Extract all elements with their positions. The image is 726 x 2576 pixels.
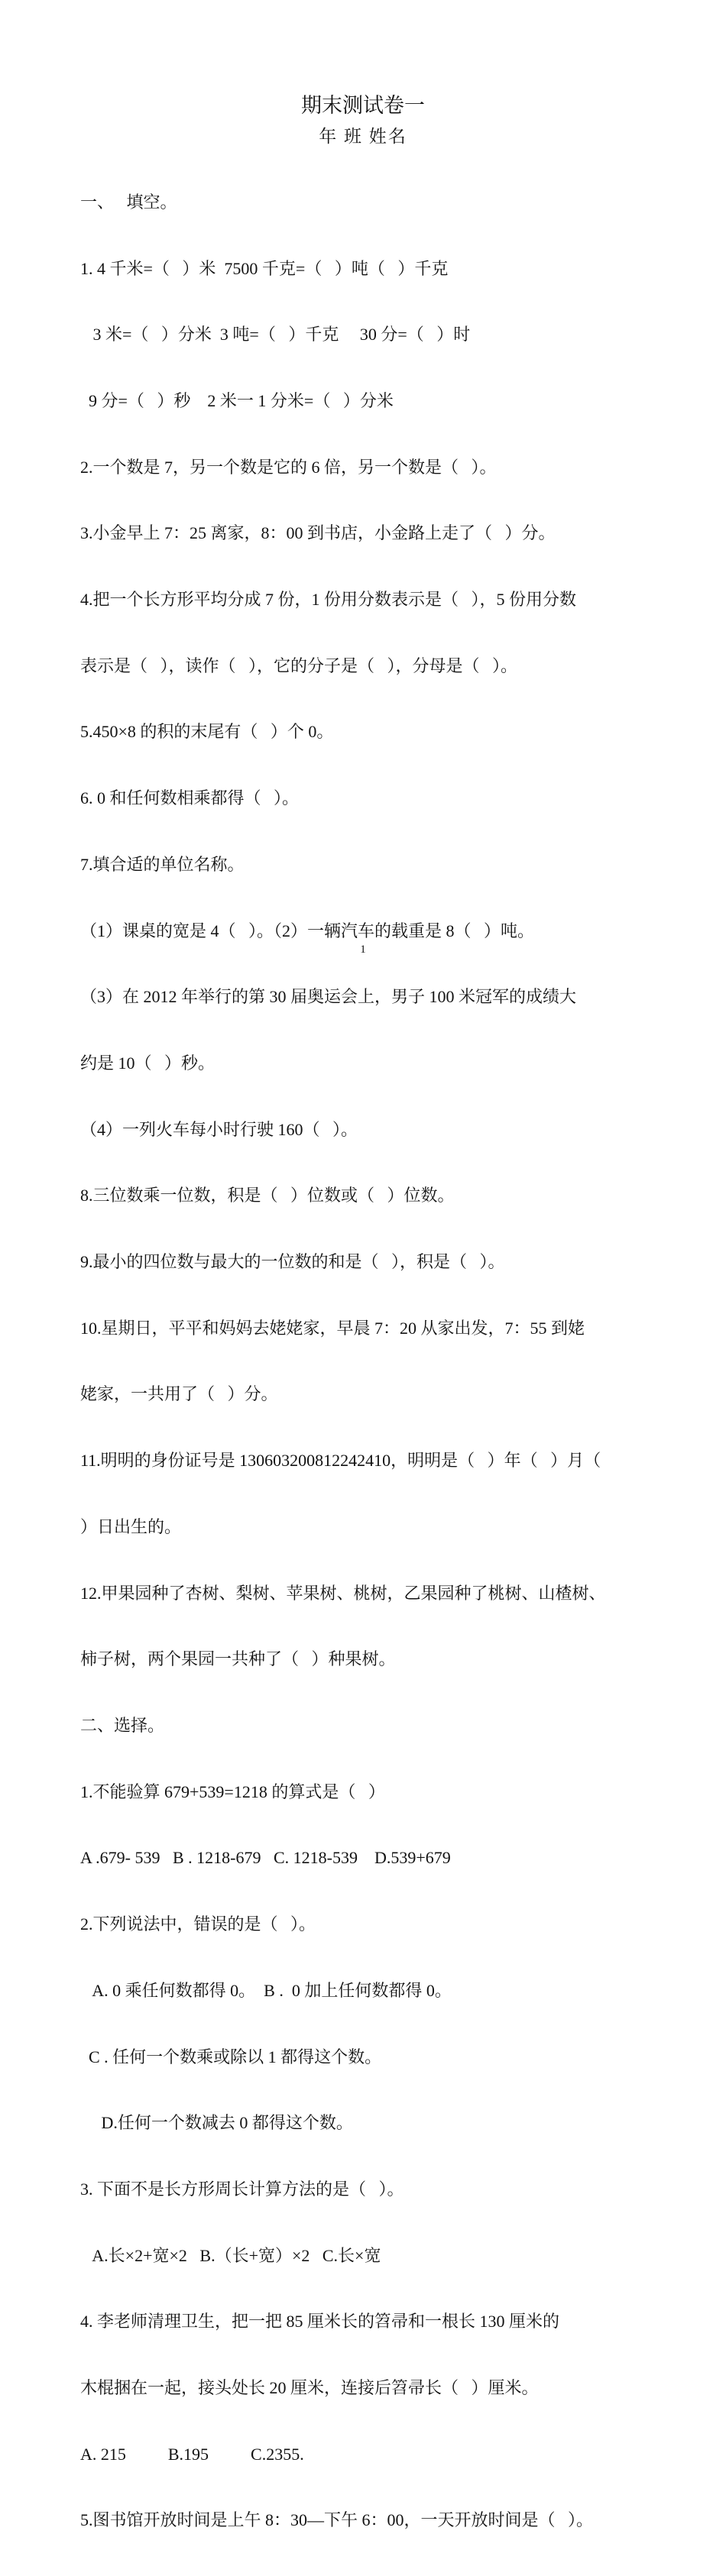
question-line: 3. 下面不是长方形周长计算方法的是（ ）。 <box>80 2179 404 2199</box>
section-heading-fill-blank: 一、 填空。 <box>80 192 177 212</box>
question-line: 8.三位数乘一位数，积是（ ）位数或（ ）位数。 <box>80 1186 455 1205</box>
question-line: 3 米=（ ）分米 3 吨=（ ）千克 30 分=（ ）时 <box>80 325 471 345</box>
question-line: 5.图书馆开放时间是上午 8：30—下午 6：00，一天开放时间是（ ）。 <box>80 2510 594 2530</box>
question-line: 4. 李老师清理卫生，把一把 85 厘米长的笤帚和一根长 130 厘米的 <box>80 2312 560 2332</box>
question-line: 7.填合适的单位名称。 <box>80 854 245 874</box>
answer-options: A. 0 乘任何数都得 0。 B . 0 加上任何数都得 0。 <box>80 1980 452 2000</box>
question-line: 1. 4 千米=（ ）米 7500 千克=（ ）吨（ ）千克 <box>80 258 449 278</box>
page-number: 1 <box>360 943 366 956</box>
question-line: 表示是（ ），读作（ ），它的分子是（ ），分母是（ ）。 <box>80 655 518 675</box>
section-heading-choice: 二、选择。 <box>80 1715 165 1735</box>
question-line: 柿子树，两个果园一共种了（ ）种果树。 <box>80 1649 396 1669</box>
question-line: 姥家，一共用了（ ）分。 <box>80 1384 278 1404</box>
question-line: 10.星期日，平平和妈妈去姥姥家，早晨 7：20 从家出发，7：55 到姥 <box>80 1318 585 1338</box>
answer-options: A. 215 B.195 C.2355. <box>80 2444 304 2464</box>
question-line: （3）在 2012 年举行的第 30 届奥运会上，男子 100 米冠军的成绩大 <box>80 987 577 1007</box>
question-line: （4）一列火车每小时行驶 160（ ）。 <box>80 1119 358 1139</box>
answer-options: D.任何一个数减去 0 都得这个数。 <box>80 2113 353 2133</box>
question-line: ）日出生的。 <box>80 1516 182 1536</box>
question-line: 1.不能验算 679+539=1218 的算式是（ ） <box>80 1782 385 1801</box>
question-line: 12.甲果园种了杏树、梨树、苹果树、桃树，乙果园种了桃树、山楂树、 <box>80 1583 606 1603</box>
class-name-line: 年 班 姓名 <box>319 127 407 146</box>
question-line: 5.450×8 的积的末尾有（ ）个 0。 <box>80 722 334 742</box>
answer-options: A .679- 539 B . 1218-679 C. 1218-539 D.539+679 <box>80 1848 451 1868</box>
question-line: 4.把一个长方形平均分成 7 份，1 份用分数表示是（ ），5 份用分数 <box>80 590 577 610</box>
question-line: 3.小金早上 7：25 离家，8：00 到书店，小金路上走了（ ）分。 <box>80 523 556 543</box>
question-line: 2.下列说法中，错误的是（ ）。 <box>80 1914 316 1934</box>
question-line: 9 分=（ ）秒 2 米一 1 分米=（ ）分米 <box>80 390 394 410</box>
page-title: 期末测试卷一 <box>301 94 425 117</box>
question-line: 约是 10（ ）秒。 <box>80 1053 216 1073</box>
answer-options: A.长×2+宽×2 B.（长+宽）×2 C.长×宽 <box>80 2245 381 2265</box>
question-line: 2.一个数是 7，另一个数是它的 6 倍，另一个数是（ ）。 <box>80 457 497 477</box>
answer-options: C . 任何一个数乘或除以 1 都得这个数。 <box>80 2047 382 2066</box>
exam-body <box>80 147 661 2576</box>
question-line: 6. 0 和任何数相乘都得（ ）。 <box>80 788 300 808</box>
question-line: （1）课桌的宽是 4（ ）。（2）一辆汽车的载重是 8（ ）吨。 <box>80 921 535 940</box>
question-line: 木棍捆在一起，接头处长 20 厘米，连接后笤帚长（ ）厘米。 <box>80 2378 539 2398</box>
question-line: 9.最小的四位数与最大的一位数的和是（ ），积是（ ）。 <box>80 1252 505 1272</box>
question-line: 11.明明的身份证号是 130603200812242410，明明是（ ）年（ ）月（ <box>80 1451 601 1471</box>
